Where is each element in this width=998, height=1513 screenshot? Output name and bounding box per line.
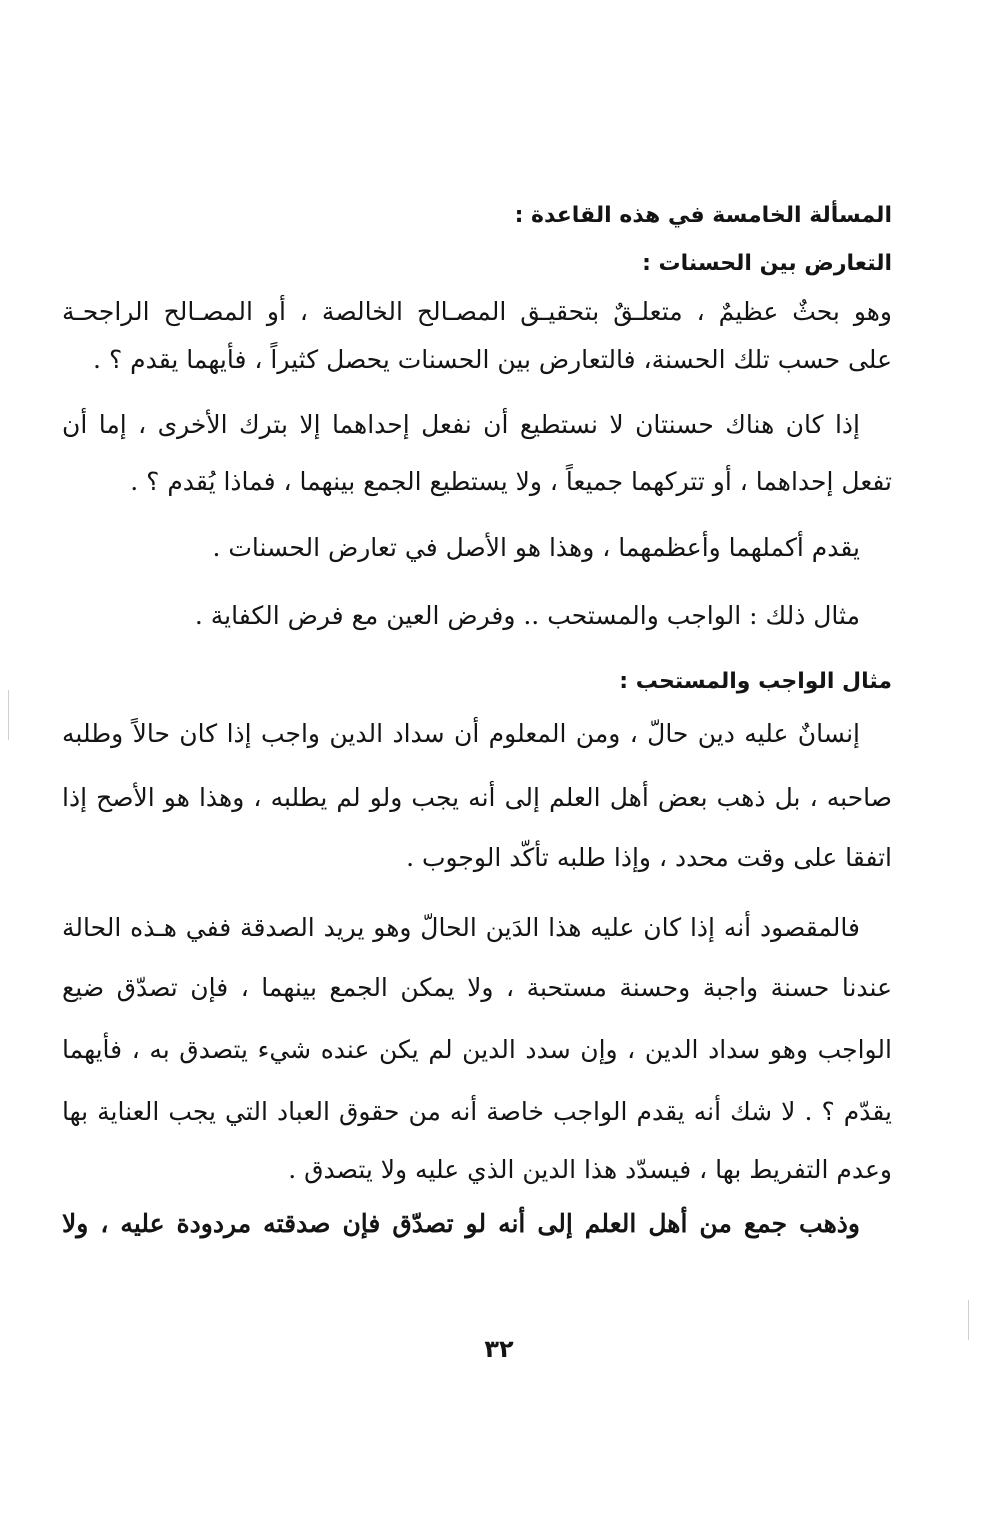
subsection-heading: التعارض بين الحسنات : <box>642 251 892 276</box>
section-heading: المسألة الخامسة في هذه القاعدة : <box>514 203 892 228</box>
scan-line-right <box>968 1300 969 1340</box>
text-line: اتفقا على وقت محدد ، وإذا طلبه تأكّد الوجوب . <box>406 843 892 872</box>
text-line: تفعل إحداهما ، أو تتركهما جميعاً ، ولا يستطيع الجمع بينهما ، فماذا يُقدم ؟ . <box>130 467 892 496</box>
text-line: عندنا حسنة واجبة وحسنة مستحبة ، ولا يمكن الجمع بينهما ، فإن تصدّق ضيع <box>62 973 892 1002</box>
text-line: إذا كان هناك حسنتان لا نستطيع أن نفعل إحداهما إلا بترك الأخرى ، إما أن <box>62 410 860 439</box>
text-line: وهو بحثٌ عظيمٌ ، متعلـقٌ بتحقيـق المصـالح الخالصة ، أو المصـالح الراجحـة <box>62 297 892 326</box>
text-line: يقدّم ؟ . لا شك أنه يقدم الواجب خاصة أنه من حقوق العباد التي يجب العناية بها <box>62 1097 892 1126</box>
text-line: على حسب تلك الحسنة، فالتعارض بين الحسنات يحصل كثيراً ، فأيهما يقدم ؟ . <box>93 345 892 374</box>
text-line: وذهب جمع من أهل العلم إلى أنه لو تصدّق فإن صدقته مردودة عليه ، ولا <box>62 1209 860 1238</box>
text-line: الواجب وهو سداد الدين ، وإن سدد الدين لم يكن عنده شيء يتصدق به ، فأيهما <box>62 1035 892 1064</box>
text-line: إنسانٌ عليه دين حالّ ، ومن المعلوم أن سداد الدين واجب إذا كان حالاً وطلبه <box>62 719 860 748</box>
page-number: ٣٢ <box>484 1335 514 1363</box>
text-line: صاحبه ، بل ذهب بعض أهل العلم إلى أنه يجب ولو لم يطلبه ، وهذا هو الأصح إذا <box>62 783 892 812</box>
text-line: مثال ذلك : الواجب والمستحب .. وفرض العين مع فرض الكفاية . <box>194 601 860 630</box>
text-body <box>62 0 892 1300</box>
scan-line-left <box>8 690 9 740</box>
text-line: وعدم التفريط بها ، فيسدّد هذا الدين الذي عليه ولا يتصدق . <box>288 1155 892 1184</box>
text-line: يقدم أكملهما وأعظمهما ، وهذا هو الأصل في تعارض الحسنات . <box>212 533 860 562</box>
example-heading: مثال الواجب والمستحب : <box>619 669 892 694</box>
text-line: فالمقصود أنه إذا كان عليه هذا الدَين الحالّ وهو يريد الصدقة ففي هـذه الحالة <box>62 913 860 942</box>
